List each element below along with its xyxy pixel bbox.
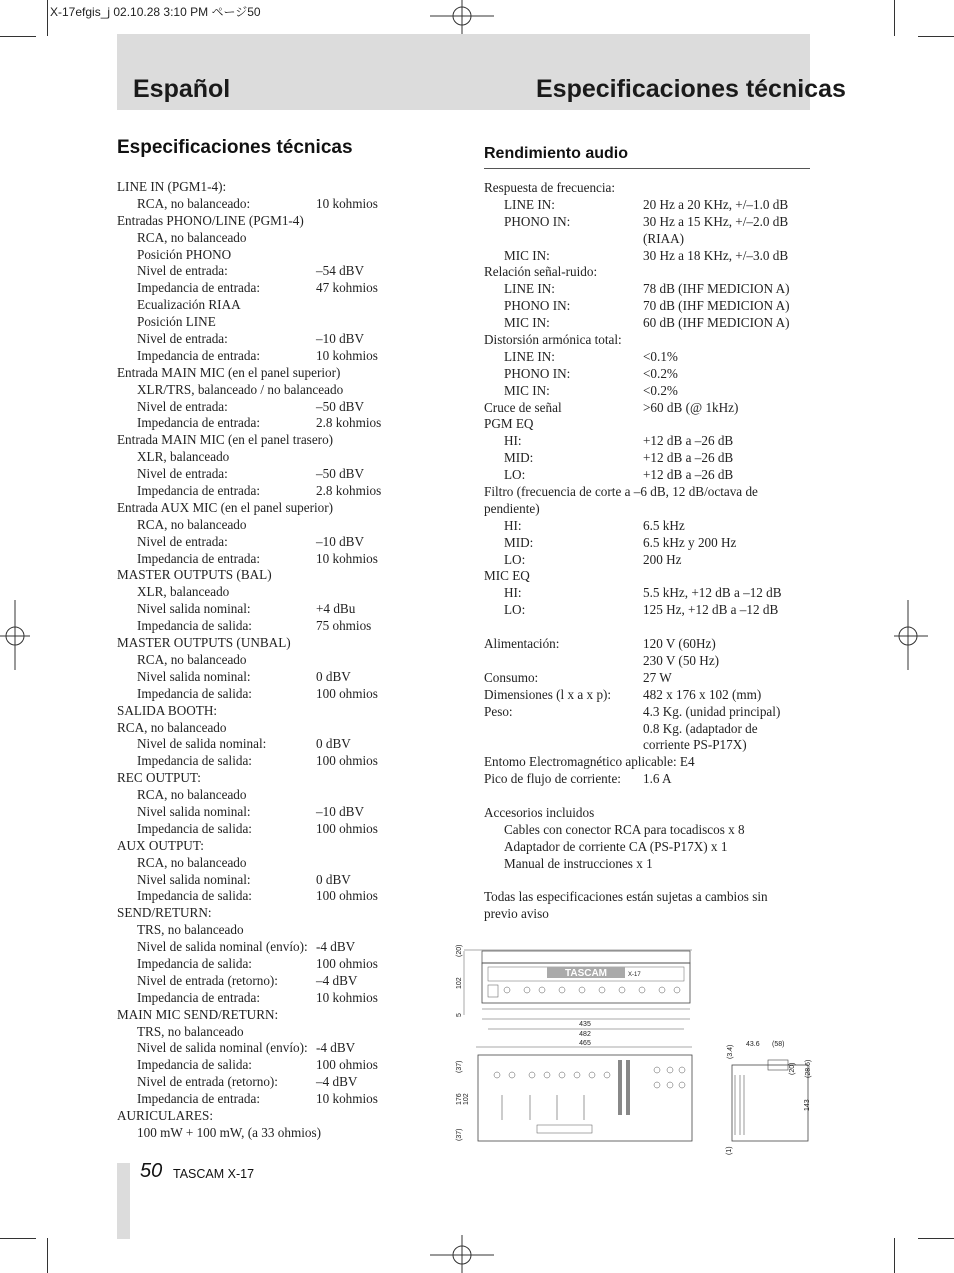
spec-value: 78 dB (IHF MEDICION A) <box>643 281 790 297</box>
spec-label: Impedancia de salida: <box>137 820 252 836</box>
spec-label: LO: <box>504 551 526 567</box>
spec-label: MIC IN: <box>504 382 550 398</box>
crop-mark <box>918 36 954 37</box>
spec-label: XLR/TRS, balanceado / no balanceado <box>137 381 344 397</box>
spec-label: LO: <box>504 467 526 483</box>
spec-value: -4 dBV <box>316 1040 356 1056</box>
spec-row <box>484 383 814 400</box>
spec-value: <0.2% <box>643 382 678 398</box>
spec-row <box>484 856 814 873</box>
spec-row <box>484 653 814 670</box>
spec-row <box>484 754 814 771</box>
spec-row <box>484 416 814 433</box>
crop-mark <box>918 1238 954 1239</box>
spec-label: MIC IN: <box>504 247 550 263</box>
spec-row <box>117 720 417 737</box>
crop-mark <box>894 1238 895 1273</box>
spec-row <box>484 585 814 602</box>
spec-row <box>117 956 417 973</box>
spec-label: XLR, balanceado <box>137 584 230 600</box>
crop-mark <box>894 0 895 36</box>
spec-row <box>484 180 814 197</box>
spec-label: MID: <box>504 534 534 550</box>
spec-row <box>484 315 814 332</box>
spec-label: Filtro (frecuencia de corte a –6 dB, 12 dB/octava de <box>484 484 758 500</box>
spec-row <box>484 298 814 315</box>
spec-label: Accesorios incluidos <box>484 804 595 820</box>
spec-row <box>484 636 814 653</box>
spec-label: MIC EQ <box>484 568 530 584</box>
spec-row <box>484 518 814 535</box>
spec-label: AUX OUTPUT: <box>117 837 204 853</box>
spec-value: 5.5 kHz, +12 dB a –12 dB <box>643 585 782 601</box>
spec-label: MID: <box>504 450 534 466</box>
spec-row <box>484 484 814 501</box>
spec-label: Relación señal-ruido: <box>484 264 598 280</box>
spec-label: Impedancia de entrada: <box>137 1091 261 1107</box>
spec-value: –4 dBV <box>316 1074 358 1090</box>
spec-label: XLR, balanceado <box>137 449 230 465</box>
spec-row <box>117 230 417 247</box>
spec-row <box>117 1074 417 1091</box>
spec-value: 70 dB (IHF MEDICION A) <box>643 298 790 314</box>
spec-row <box>484 788 814 805</box>
spec-row <box>484 366 814 383</box>
spec-value: 0.8 Kg. (adaptador de <box>643 720 758 736</box>
spec-row <box>484 332 814 349</box>
registration-mark-right <box>894 600 934 670</box>
spec-value: <0.1% <box>643 348 678 364</box>
spec-row <box>484 721 814 738</box>
spec-row <box>117 1125 417 1142</box>
spec-value: -4 dBV <box>316 939 356 955</box>
spec-value: 30 Hz a 15 KHz, +/–2.0 dB <box>643 213 789 229</box>
spec-value: 100 ohmios <box>316 888 378 904</box>
spec-value: 20 Hz a 20 KHz, +/–1.0 dB <box>643 196 789 212</box>
spec-row <box>117 973 417 990</box>
spec-value: 4.3 Kg. (unidad principal) <box>643 703 781 719</box>
spec-label: SEND/RETURN: <box>117 905 212 921</box>
spec-row <box>117 872 417 889</box>
spec-label: Impedancia de salida: <box>137 888 252 904</box>
spec-value: (RIAA) <box>643 230 685 246</box>
spec-label: Nivel de entrada (retorno): <box>137 1074 278 1090</box>
spec-value: 10 kohmios <box>316 1091 378 1107</box>
spec-label: Consumo: <box>484 669 539 685</box>
spec-label: Impedancia de salida: <box>137 618 252 634</box>
spec-label: Impedancia de salida: <box>137 753 252 769</box>
spec-row <box>117 314 417 331</box>
subsection-rule <box>484 168 810 169</box>
spec-row <box>117 1007 417 1024</box>
crop-mark <box>0 36 36 37</box>
spec-label: RCA, no balanceado <box>137 516 247 532</box>
spec-label: Distorsión armónica total: <box>484 332 622 348</box>
subsection-title: Rendimiento audio <box>484 145 628 162</box>
spec-value: 230 V (50 Hz) <box>643 652 720 668</box>
spec-row <box>484 687 814 704</box>
footer-bar <box>117 1163 130 1239</box>
registration-mark-bottom <box>430 1233 500 1273</box>
spec-label: Nivel salida nominal: <box>137 803 251 819</box>
spec-label: PHONO IN: <box>504 365 571 381</box>
dim-label: (37) <box>456 1060 463 1073</box>
spec-value: 6.5 kHz y 200 Hz <box>643 534 737 550</box>
spec-row <box>484 214 814 231</box>
spec-value: 100 ohmios <box>316 955 378 971</box>
spec-row <box>117 601 417 618</box>
dim-label: 435 <box>579 1021 591 1028</box>
spec-label: Impedancia de entrada: <box>137 280 261 296</box>
spec-label: Manual de instrucciones x 1 <box>504 855 653 871</box>
spec-value: –10 dBV <box>316 331 364 347</box>
spec-label: RCA, no balanceado <box>137 787 247 803</box>
spec-row <box>117 652 417 669</box>
spec-row <box>484 906 814 923</box>
dim-label: (37) <box>456 1128 463 1141</box>
spec-label: Cruce de señal <box>484 399 562 415</box>
spec-label: LINE IN (PGM1-4): <box>117 179 227 194</box>
spec-row <box>117 449 417 466</box>
spec-row <box>117 855 417 872</box>
spec-label: HI: <box>504 517 522 533</box>
spec-row <box>117 263 417 280</box>
spec-label: Todas las especificaciones están sujetas a cambios sin <box>484 889 768 905</box>
spec-label: MASTER OUTPUTS (BAL) <box>117 567 272 583</box>
spec-row <box>484 737 814 754</box>
spec-value: 200 Hz <box>643 551 682 567</box>
crop-mark <box>47 0 48 36</box>
spec-row <box>117 990 417 1007</box>
spec-row <box>484 771 814 788</box>
dim-label: (58) <box>772 1041 785 1048</box>
spec-value: 100 ohmios <box>316 685 378 701</box>
spec-row <box>117 787 417 804</box>
spec-row <box>117 1024 417 1041</box>
front-view <box>456 945 692 1047</box>
spec-row <box>484 400 814 417</box>
spec-row <box>117 551 417 568</box>
spec-row <box>484 805 814 822</box>
spec-label: TRS, no balanceado <box>137 1023 244 1039</box>
spec-label: PHONO IN: <box>504 298 571 314</box>
spec-row <box>117 432 417 449</box>
spec-row <box>484 231 814 248</box>
spec-label: Entrada MAIN MIC (en el panel trasero) <box>117 432 334 448</box>
spec-label: PGM EQ <box>484 416 534 432</box>
spec-row <box>484 670 814 687</box>
spec-value: 100 ohmios <box>316 820 378 836</box>
footer-brand: TASCAM X-17 <box>173 1167 255 1181</box>
dim-label: 465 <box>579 1040 591 1047</box>
spec-label: Impedancia de entrada: <box>137 483 261 499</box>
spec-row <box>117 922 417 939</box>
spec-label: Nivel salida nominal: <box>137 871 251 887</box>
spec-row <box>117 584 417 601</box>
spec-label: TRS, no balanceado <box>137 922 244 938</box>
dim-label: (1) <box>726 1146 733 1155</box>
spec-value: <0.2% <box>643 365 678 381</box>
spec-label: Posición LINE <box>137 314 216 330</box>
spec-label: Adaptador de corriente CA (PS-P17X) x 1 <box>504 838 728 854</box>
spec-row <box>117 753 417 770</box>
spec-label: Posición PHONO <box>137 246 232 262</box>
spec-value: –54 dBV <box>316 263 364 279</box>
dimension-diagram <box>452 945 814 1160</box>
header-language: Español <box>133 75 231 103</box>
spec-row <box>484 197 814 214</box>
spec-value: 27 W <box>643 669 672 685</box>
spec-value: 10 kohmios <box>316 989 378 1005</box>
spec-value: 1.6 A <box>643 771 672 787</box>
spec-row <box>117 213 417 230</box>
spec-label: Ecualización RIAA <box>137 297 241 313</box>
spec-value: 0 dBV <box>316 668 351 684</box>
spec-label: Entrada AUX MIC (en el panel superior) <box>117 499 334 515</box>
registration-mark-left <box>0 600 30 670</box>
spec-label: 100 mW + 100 mW, (a 33 ohmios) <box>137 1124 321 1140</box>
spec-label: Impedancia de entrada: <box>137 415 261 431</box>
spec-value: 47 kohmios <box>316 280 378 296</box>
side-view <box>726 1041 812 1155</box>
dim-label: 143 <box>804 1099 811 1111</box>
spec-label: AURICULARES: <box>117 1107 213 1123</box>
spec-value: 10 kohmios <box>316 550 378 566</box>
spec-label: previo aviso <box>484 906 549 922</box>
spec-label: Nivel de entrada: <box>137 466 228 482</box>
dim-label: 102 <box>456 977 463 989</box>
spec-row <box>117 534 417 551</box>
spec-row <box>117 567 417 584</box>
spec-value: +12 dB a –26 dB <box>643 467 734 483</box>
spec-row <box>484 281 814 298</box>
model-label: X-17 <box>628 972 641 978</box>
spec-value: –10 dBV <box>316 533 364 549</box>
top-view <box>456 1047 692 1141</box>
spec-value: 0 dBV <box>316 736 351 752</box>
spec-label: Nivel de salida nominal (envío): <box>137 939 308 955</box>
spec-row <box>117 736 417 753</box>
spec-label: HI: <box>504 585 522 601</box>
section-title: Especificaciones técnicas <box>117 137 353 158</box>
dim-label: 102 <box>463 1093 470 1105</box>
spec-value: 100 ohmios <box>316 753 378 769</box>
spec-row <box>117 382 417 399</box>
spec-label: RCA, no balanceado <box>137 229 247 245</box>
dim-label: (28.6) <box>805 1059 812 1078</box>
spec-row <box>117 821 417 838</box>
spec-row <box>117 196 417 213</box>
spec-label: LO: <box>504 602 526 618</box>
spec-value: 6.5 kHz <box>643 517 685 533</box>
spec-value: –50 dBV <box>316 398 364 414</box>
spec-row <box>484 264 814 281</box>
dim-label: 176 <box>456 1093 463 1105</box>
spec-label: HI: <box>504 433 522 449</box>
spec-row <box>484 704 814 721</box>
spec-row <box>484 248 814 265</box>
spec-row <box>484 619 814 636</box>
spec-value: 60 dB (IHF MEDICION A) <box>643 315 790 331</box>
spec-value: corriente PS-P17X) <box>643 737 747 753</box>
spec-value: 2.8 kohmios <box>316 415 382 431</box>
spec-row <box>117 500 417 517</box>
spec-value: +12 dB a –26 dB <box>643 450 734 466</box>
spec-row <box>484 839 814 856</box>
spec-row <box>117 348 417 365</box>
spec-value: 125 Hz, +12 dB a –12 dB <box>643 602 779 618</box>
spec-label: RCA, no balanceado: <box>137 195 251 211</box>
brand-logo: TASCAM <box>564 968 608 979</box>
spec-label: LINE IN: <box>504 196 555 212</box>
spec-label: Pico de flujo de corriente: <box>484 771 621 787</box>
dim-label: (20) <box>789 1062 796 1075</box>
spec-label: Alimentación: <box>484 636 560 652</box>
spec-row <box>117 635 417 652</box>
spec-label: RCA, no balanceado <box>137 651 247 667</box>
spec-row <box>117 247 417 264</box>
spec-value: 100 ohmios <box>316 1057 378 1073</box>
spec-label: Dimensiones (l x a x p): <box>484 686 612 702</box>
crop-mark <box>47 1238 48 1273</box>
spec-row <box>117 399 417 416</box>
spec-row <box>117 331 417 348</box>
spec-label: Impedancia de entrada: <box>137 550 261 566</box>
page-number: 50 <box>140 1160 163 1182</box>
spec-label: Respuesta de frecuencia: <box>484 180 616 195</box>
spec-row <box>117 888 417 905</box>
spec-value: 10 kohmios <box>316 347 378 363</box>
spec-row <box>117 770 417 787</box>
dim-label: 482 <box>579 1031 591 1038</box>
spec-row <box>484 873 814 890</box>
spec-row <box>117 1057 417 1074</box>
spec-row <box>117 669 417 686</box>
spec-label: RCA, no balanceado <box>117 719 227 735</box>
spec-row <box>117 618 417 635</box>
spec-label: Nivel de entrada: <box>137 331 228 347</box>
spec-label: MAIN MIC SEND/RETURN: <box>117 1006 279 1022</box>
spec-row <box>117 905 417 922</box>
spec-label: Impedancia de salida: <box>137 685 252 701</box>
spec-value: >60 dB (@ 1kHz) <box>643 399 739 415</box>
spec-row <box>484 450 814 467</box>
print-slug: X-17efgis_j 02.10.28 3:10 PM ページ50 <box>50 5 261 19</box>
spec-value: +12 dB a –26 dB <box>643 433 734 449</box>
spec-label: Entrada MAIN MIC (en el panel superior) <box>117 364 341 380</box>
spec-label: RCA, no balanceado <box>137 854 247 870</box>
crop-mark <box>0 1238 36 1239</box>
spec-value: 0 dBV <box>316 871 351 887</box>
spec-label: Entomo Electromagnético aplicable: E4 <box>484 754 695 770</box>
spec-label: Nivel de entrada: <box>137 263 228 279</box>
spec-label: pendiente) <box>484 500 540 516</box>
spec-row <box>117 280 417 297</box>
spec-value: 2.8 kohmios <box>316 483 382 499</box>
spec-value: +4 dBu <box>316 601 356 617</box>
spec-row <box>117 939 417 956</box>
spec-value: 120 V (60Hz) <box>643 636 716 652</box>
spec-row <box>117 804 417 821</box>
spec-value: –10 dBV <box>316 803 364 819</box>
spec-label: Nivel de entrada: <box>137 398 228 414</box>
spec-label: Cables con conector RCA para tocadiscos x 8 <box>504 821 745 837</box>
spec-label: Impedancia de entrada: <box>137 347 261 363</box>
spec-row <box>117 703 417 720</box>
spec-value: –4 dBV <box>316 972 358 988</box>
spec-row <box>117 415 417 432</box>
spec-row <box>117 365 417 382</box>
spec-row <box>484 822 814 839</box>
spec-row <box>117 1040 417 1057</box>
header-title: Especificaciones técnicas <box>536 75 846 103</box>
spec-row <box>117 517 417 534</box>
spec-label: LINE IN: <box>504 281 555 297</box>
spec-label: REC OUTPUT: <box>117 770 201 786</box>
spec-label: LINE IN: <box>504 348 555 364</box>
spec-row <box>484 467 814 484</box>
dim-label: (20) <box>456 945 463 957</box>
dim-label: 43.6 <box>746 1041 760 1048</box>
spec-row <box>484 889 814 906</box>
spec-label: Nivel salida nominal: <box>137 601 251 617</box>
spec-row <box>117 179 417 196</box>
spec-row <box>117 483 417 500</box>
spec-row <box>484 501 814 518</box>
spec-row <box>484 602 814 619</box>
spec-label: PHONO IN: <box>504 213 571 229</box>
spec-row <box>484 349 814 366</box>
spec-row <box>484 433 814 450</box>
spec-label: Nivel salida nominal: <box>137 668 251 684</box>
spec-label: Nivel de salida nominal: <box>137 736 267 752</box>
spec-value: 482 x 176 x 102 (mm) <box>643 686 762 702</box>
spec-label: Impedancia de salida: <box>137 1057 252 1073</box>
spec-label: Peso: <box>484 703 513 719</box>
spec-row <box>484 568 814 585</box>
spec-row <box>117 1091 417 1108</box>
spec-label: MIC IN: <box>504 315 550 331</box>
spec-value: 75 ohmios <box>316 618 372 634</box>
dim-label: 5 <box>456 1013 463 1017</box>
spec-row <box>484 552 814 569</box>
spec-label: Impedancia de entrada: <box>137 989 261 1005</box>
spec-label: Entradas PHONO/LINE (PGM1-4) <box>117 212 304 228</box>
spec-label: Impedancia de salida: <box>137 955 252 971</box>
dim-label: (3.4) <box>727 1044 734 1059</box>
spec-row <box>117 297 417 314</box>
spec-value: 30 Hz a 18 KHz, +/–3.0 dB <box>643 247 789 263</box>
spec-label: Nivel de salida nominal (envío): <box>137 1040 308 1056</box>
spec-row <box>117 1108 417 1125</box>
spec-label: SALIDA BOOTH: <box>117 702 218 718</box>
spec-label: Nivel de entrada: <box>137 533 228 549</box>
spec-row <box>117 838 417 855</box>
left-spec-list <box>117 179 417 1142</box>
spec-value: –50 dBV <box>316 466 364 482</box>
right-spec-list <box>484 180 814 923</box>
spec-row <box>117 686 417 703</box>
spec-label: Nivel de entrada (retorno): <box>137 972 278 988</box>
spec-row <box>117 466 417 483</box>
spec-row <box>484 535 814 552</box>
spec-value: 10 kohmios <box>316 195 378 211</box>
spec-label: MASTER OUTPUTS (UNBAL) <box>117 635 291 651</box>
